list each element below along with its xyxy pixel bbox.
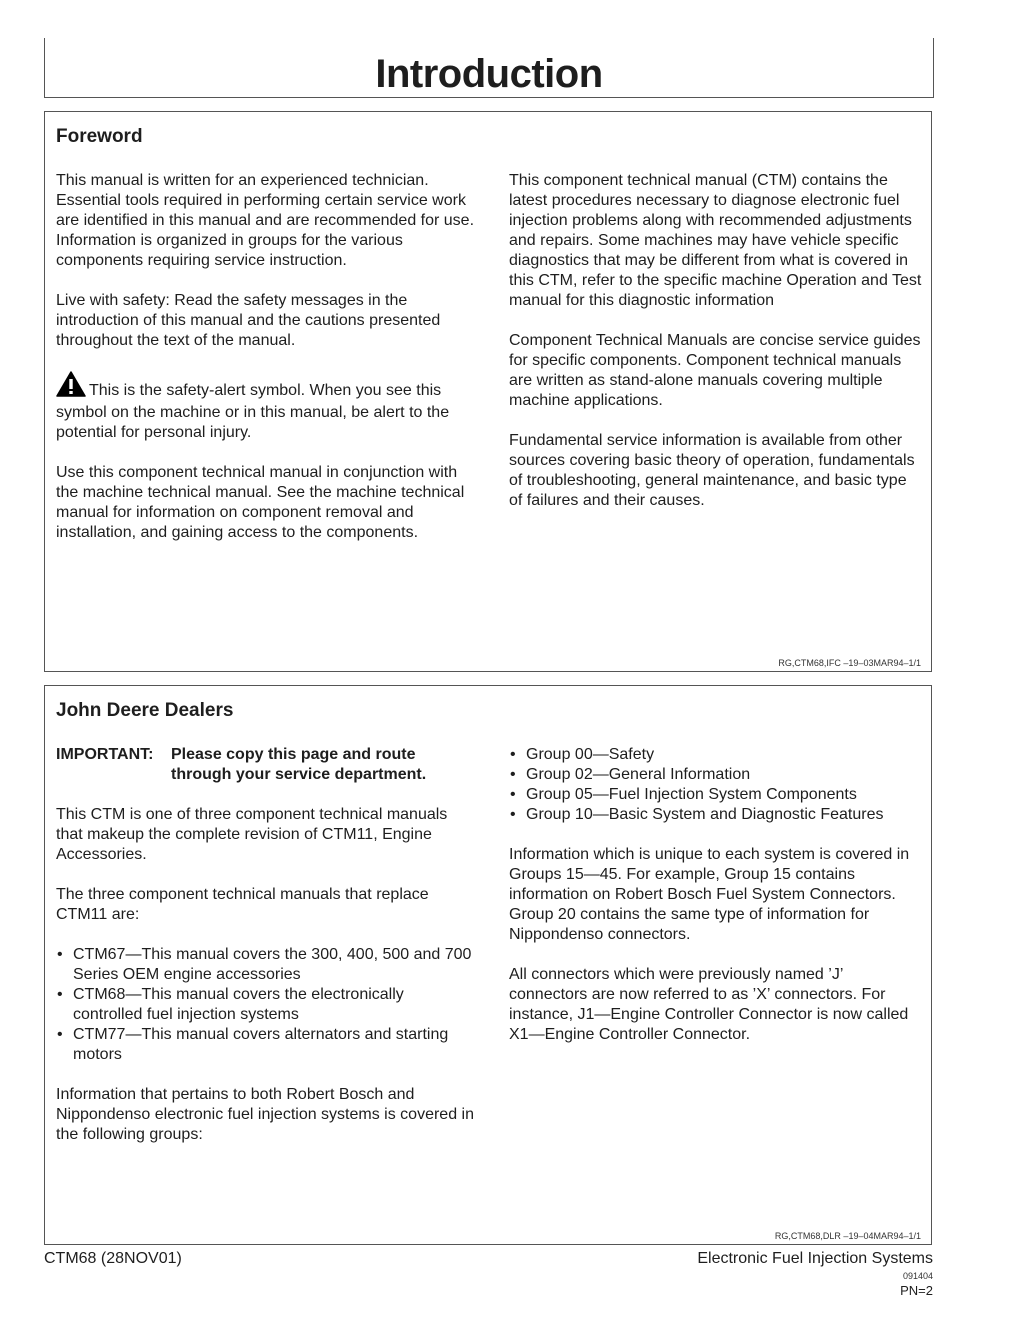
dealers-paragraph: Information that pertains to both Robert Bosch and Nippondenso electronic fuel injection systems is covered in the following groups: <box>56 1086 474 1143</box>
dealers-section <box>44 685 932 1245</box>
foreword-right-column <box>509 171 924 531</box>
footer-manual-id: CTM68 (28NOV01) <box>44 1250 182 1267</box>
ctm-list <box>56 945 476 1065</box>
list-item: • Group 10—Basic System and Diagnostic Features <box>509 805 924 825</box>
foreword-reference-code: RG,CTM68,IFC –19–03MAR94–1/1 <box>778 658 921 668</box>
foreword-paragraph: Component Technical Manuals are concise service guides for specific components. Component technical manuals are written as stand-alone manuals covering multiple machine applications. <box>509 332 921 409</box>
footer-code: 091404 <box>902 1271 933 1281</box>
dealers-reference-code: RG,CTM68,DLR –19–04MAR94–1/1 <box>774 1231 921 1241</box>
list-item: • CTM68—This manual covers the electronically controlled fuel injection systems <box>56 985 476 1025</box>
safety-alert-icon <box>56 371 86 403</box>
group-list <box>509 745 924 825</box>
foreword-paragraph: This component technical manual (CTM) contains the latest procedures necessary to diagnose electronic fuel injection problems along with recommended adjustments and repairs. Some machines may have vehicle specific diagnostics that may be different from what is covered in this CTM, refer to the specific machine Operation and Test manual for this diagnostic information <box>509 172 922 309</box>
page-title: Introduction <box>375 52 603 96</box>
foreword-paragraph: Live with safety: Read the safety messages in the introduction of this manual and the cautions presented throughout the text of the manual. <box>56 292 441 349</box>
list-item: • CTM67—This manual covers the 300, 400, 500 and 700 Series OEM engine accessories <box>56 945 476 985</box>
footer-page-number: PN=2 <box>900 1283 933 1298</box>
safety-alert-paragraph <box>56 371 476 443</box>
foreword-paragraph: This manual is written for an experienced technician. Essential tools required in performing certain service work are identified in this manual and are recommended for use. Information is organized in groups for the various components requiring service instruction. <box>56 172 475 269</box>
footer-manual-title: Electronic Fuel Injection Systems <box>697 1250 933 1267</box>
dealers-paragraph: All connectors which were previously named ’J’ connectors are now referred to as ’X’ connectors. For instance, J1—Engine Controller Connector is now called X1—Engine Controller Connector. <box>509 966 909 1043</box>
foreword-heading: Foreword <box>56 126 143 147</box>
dealers-right-column <box>509 745 924 1065</box>
title-box <box>44 38 934 98</box>
foreword-section <box>44 111 932 672</box>
dealers-paragraph: Information which is unique to each system is covered in Groups 15—45. For example, Group 15 contains information on Robert Bosch Fuel System Connectors. Group 20 contains the same type of information for Nippondenso connectors. <box>509 846 910 943</box>
foreword-paragraph: Fundamental service information is available from other sources covering basic theory of operation, fundamentals of troubleshooting, general maintenance, and basic type of failures and their causes. <box>509 432 915 509</box>
list-item: • Group 00—Safety <box>509 745 924 765</box>
dealers-paragraph: This CTM is one of three component technical manuals that makeup the complete revision of CTM11, Engine Accessories. <box>56 806 448 863</box>
dealers-paragraph: The three component technical manuals that replace CTM11 are: <box>56 886 429 923</box>
list-item: • CTM77—This manual covers alternators and starting motors <box>56 1025 476 1065</box>
dealers-left-column <box>56 745 476 1165</box>
important-notice <box>56 745 476 785</box>
important-label: IMPORTANT: <box>56 746 154 763</box>
dealers-heading: John Deere Dealers <box>56 700 234 721</box>
list-item: • Group 02—General Information <box>509 765 924 785</box>
foreword-left-column <box>56 171 476 563</box>
safety-alert-text: This is the safety-alert symbol. When you see this symbol on the machine or in this manual, be alert to the potential for personal injury. <box>56 382 450 441</box>
list-item: • Group 05—Fuel Injection System Components <box>509 785 924 805</box>
foreword-paragraph: Use this component technical manual in conjunction with the machine technical manual. See the machine technical manual for information on component removal and installation, and gaining access to the components. <box>56 464 465 541</box>
important-text: Please copy this page and route through your service department. <box>171 746 427 783</box>
